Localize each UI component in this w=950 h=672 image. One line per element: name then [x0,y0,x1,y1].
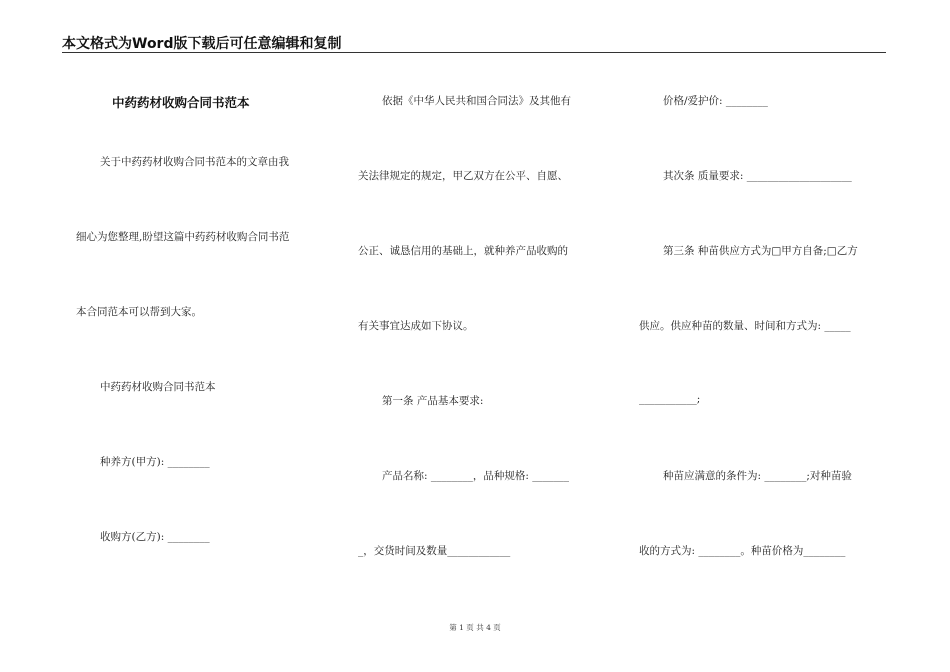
middle-line-1: 依据《中华人民共和国合同法》及其他有 [382,95,571,107]
intro-line-1: 关于中药药材收购合同书范本的文章由我 [100,156,289,168]
intro-line-3: 本合同范本可以帮到大家。 [76,306,202,318]
intro-line-2: 细心为您整理,盼望这篇中药药材收购合同书范 [76,231,290,243]
delivery-time-field: _，交货时间及数量____________ [358,545,511,557]
party-a-field: 种养方(甲方): ________ [100,456,210,468]
middle-line-3: 公正、诚恳信用的基础上，就种养产品收购的 [358,245,568,257]
header-divider [62,52,886,53]
seedling-supply-blank: ___________; [639,393,701,405]
product-name-field: 产品名称: ________，品种规格: _______ [382,470,570,482]
clause-3-seedling-supply: 第三条 种苗供应方式为□甲方自备;□乙方 [663,245,858,257]
middle-line-2: 关法律规定的规定，甲乙双方在公平、自愿、 [358,170,568,182]
middle-line-4: 有关事宜达成如下协议。 [358,320,474,332]
acceptance-method-field: 收的方式为: ________。种苗价格为________ [639,545,846,557]
clause-2-quality: 其次条 质量要求: ____________________ [663,170,852,182]
section-title: 中药药材收购合同书范本 [100,381,216,393]
clause-1-heading: 第一条 产品基本要求: [382,395,484,407]
document-header: 本文格式为Word版下载后可任意编辑和复制 [62,36,342,52]
seedling-supply-detail: 供应。供应种苗的数量、时间和方式为: _____ [639,320,851,332]
page-number: 第 1 页 共 4 页 [449,623,501,632]
party-b-field: 收购方(乙方): ________ [100,531,210,543]
seedling-conditions-field: 种苗应满意的条件为: ________;对种苗验 [663,470,852,482]
document-title: 中药药材收购合同书范本 [112,95,250,110]
price-field: 价格/爱护价: ________ [663,95,768,107]
